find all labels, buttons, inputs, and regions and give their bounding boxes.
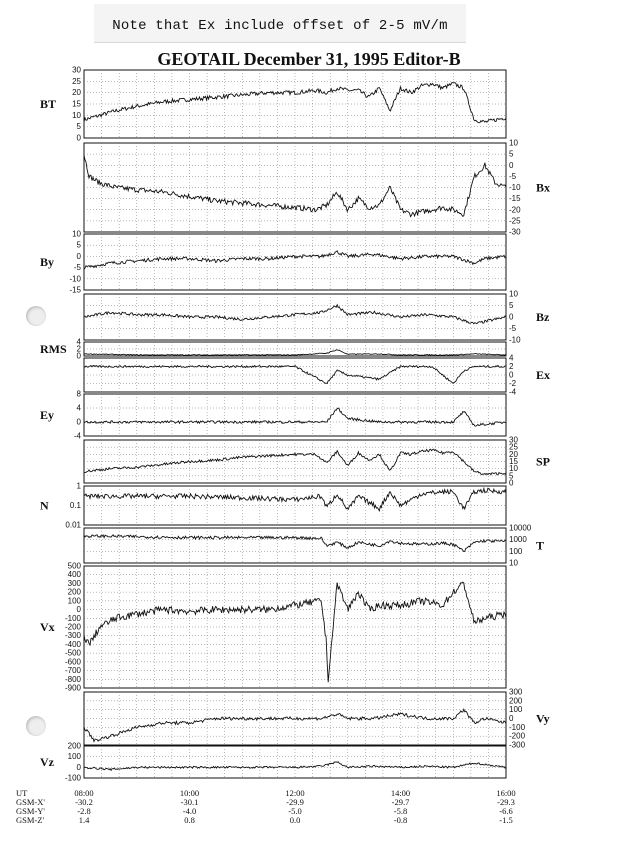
y-tick-label: 400 [67, 570, 81, 580]
y-tick-label: 15 [509, 457, 518, 466]
y-tick-label: -5 [509, 324, 517, 333]
panel-vx [40, 562, 506, 693]
y-tick-label: -900 [64, 683, 81, 693]
orbit-value: 1.4 [78, 815, 90, 825]
y-tick-label: -700 [64, 666, 81, 676]
y-tick-label: -100 [64, 613, 81, 623]
series-label: RMS [40, 342, 67, 356]
y-tick-label: -20 [509, 205, 521, 215]
y-tick-label: -800 [64, 674, 81, 684]
panel-ey [40, 390, 506, 441]
y-tick-label: 2 [76, 344, 81, 354]
y-tick-label: 100 [509, 546, 523, 556]
series-label: SP [536, 454, 551, 469]
y-tick-label: -25 [509, 216, 521, 226]
y-tick-label: 5 [509, 301, 514, 310]
orbit-value: -0.8 [393, 815, 408, 825]
y-tick-label: -30 [509, 227, 521, 237]
orbit-row-label: UT [16, 788, 28, 798]
y-tick-label: 10 [509, 138, 518, 148]
y-tick-label: 0.01 [65, 520, 81, 530]
y-tick-label: 10 [72, 229, 81, 239]
panel-ex [84, 354, 550, 397]
orbit-value: 10:00 [179, 788, 200, 798]
series-label: Ex [536, 368, 551, 382]
y-tick-label: 500 [67, 561, 81, 571]
series-label: Vz [40, 755, 54, 769]
series-label: Bx [536, 180, 551, 195]
y-tick-label: -4 [73, 431, 81, 441]
y-tick-label: 10 [509, 464, 518, 474]
y-tick-label: 200 [67, 741, 81, 751]
y-tick-label: -5 [73, 263, 81, 273]
y-tick-label: 15 [72, 99, 81, 109]
orbit-value: -6.6 [499, 806, 513, 816]
y-tick-label: -10 [69, 274, 81, 284]
y-tick-label: -500 [64, 648, 81, 658]
y-tick-label: 300 [509, 687, 523, 697]
panel-n [40, 482, 506, 530]
panel-vz [40, 742, 506, 783]
orbit-value: 0.0 [289, 815, 301, 825]
y-tick-label: 4 [76, 337, 81, 347]
series-line [84, 251, 506, 269]
y-tick-label: -600 [64, 657, 81, 667]
orbit-value: -29.9 [286, 797, 304, 807]
y-tick-label: 4 [76, 403, 81, 413]
panel-bx [84, 139, 550, 237]
y-tick-label: -300 [509, 740, 526, 750]
y-tick-label: -15 [509, 194, 521, 204]
series-label: Ey [40, 408, 55, 422]
y-tick-label: 200 [67, 587, 81, 597]
y-tick-label: -4 [509, 387, 517, 397]
y-tick-label: 0 [76, 762, 81, 772]
series-label: Bz [536, 310, 550, 324]
y-tick-label: -5 [509, 171, 517, 181]
y-tick-label: -10 [509, 183, 521, 192]
series-line [84, 305, 506, 324]
y-tick-label: 20 [509, 449, 518, 459]
panel-vy [84, 688, 550, 750]
y-tick-label: 0 [76, 133, 81, 143]
y-tick-label: 4 [509, 353, 514, 363]
y-tick-label: 1000 [509, 535, 527, 545]
y-tick-label: 25 [509, 442, 518, 452]
y-tick-label: 30 [509, 435, 518, 445]
y-tick-label: 20 [72, 88, 81, 98]
y-tick-label: 10000 [509, 523, 532, 533]
series-label: Vx [40, 620, 55, 634]
series-label: BT [40, 97, 57, 111]
orbit-value: 16:00 [496, 788, 516, 798]
y-tick-label: 10 [72, 110, 81, 120]
y-tick-label: -300 [64, 631, 81, 641]
panel-bz [84, 290, 550, 345]
series-line [84, 366, 506, 384]
y-tick-label: 5 [509, 149, 514, 159]
y-tick-label: 5 [76, 240, 81, 250]
y-tick-label: 100 [67, 596, 81, 606]
orbit-value: 14:00 [390, 788, 411, 798]
orbit-value: -30.1 [180, 797, 199, 807]
panel-by [40, 230, 506, 295]
chart-title: GEOTAIL December 31, 1995 Editor-B [157, 49, 461, 69]
y-tick-label: 8 [76, 389, 81, 399]
y-tick-label: 0 [509, 312, 514, 322]
orbit-value: -4.0 [182, 806, 197, 816]
panel-rms [40, 338, 506, 361]
y-tick-label: 30 [72, 65, 81, 75]
y-tick-label: -200 [509, 731, 526, 741]
y-tick-label: -10 [509, 335, 521, 345]
y-tick-label: 1 [76, 481, 81, 491]
series-label: N [40, 498, 49, 513]
y-tick-label: 300 [67, 578, 81, 588]
y-tick-label: 0 [509, 370, 514, 380]
y-tick-label: 0 [509, 160, 514, 170]
y-tick-label: 100 [67, 752, 81, 762]
y-tick-label: -100 [64, 773, 81, 783]
y-tick-label: 5 [509, 471, 514, 481]
panel-t [84, 524, 544, 568]
y-tick-label: 5 [76, 122, 81, 132]
panel-bt [40, 66, 506, 143]
orbit-value: 12:00 [285, 788, 305, 798]
y-tick-label: 0 [509, 714, 514, 723]
y-tick-label: 0 [76, 251, 81, 261]
orbit-value: 08:00 [74, 788, 94, 798]
orbit-table [16, 788, 516, 825]
orbit-value: -30.2 [75, 797, 93, 807]
series-label: Vy [536, 711, 550, 726]
series-line [84, 762, 506, 771]
offset-note: Note that Ex include offset of 2-5 mV/m [112, 18, 448, 34]
orbit-value: -29.3 [497, 797, 515, 807]
y-tick-label: 100 [509, 705, 523, 715]
y-tick-label: 25 [72, 76, 81, 86]
y-tick-label: -400 [64, 639, 81, 649]
y-tick-label: -200 [64, 622, 81, 632]
y-tick-label: 200 [509, 696, 523, 706]
panel-sp [84, 436, 550, 488]
y-tick-label: 10 [509, 558, 518, 568]
series-label: T [536, 538, 545, 553]
y-tick-label: 0 [76, 351, 81, 361]
y-tick-label: -15 [69, 285, 81, 295]
orbit-value: 0.8 [184, 815, 195, 825]
orbit-value: -1.5 [499, 815, 513, 825]
series-label: By [40, 255, 55, 269]
y-tick-label: 0 [509, 478, 514, 488]
orbit-value: -29.7 [391, 797, 410, 807]
y-tick-label: -2 [509, 379, 517, 388]
y-tick-label: 2 [509, 362, 514, 371]
y-tick-label: 10 [509, 289, 518, 299]
series-line [84, 408, 506, 426]
y-tick-label: -100 [509, 722, 526, 732]
orbit-value: -5.8 [393, 806, 408, 816]
panel-frame [84, 528, 506, 563]
orbit-value: -2.8 [77, 806, 91, 816]
orbit-row-label: GSM-X' [16, 797, 45, 807]
y-tick-label: 0 [76, 417, 81, 427]
orbit-row-label: GSM-Z' [16, 815, 44, 825]
y-tick-label: 0 [76, 605, 81, 615]
orbit-value: -5.0 [288, 806, 302, 816]
orbit-row-label: GSM-Y' [16, 806, 45, 816]
y-tick-label: 0.1 [69, 501, 81, 510]
